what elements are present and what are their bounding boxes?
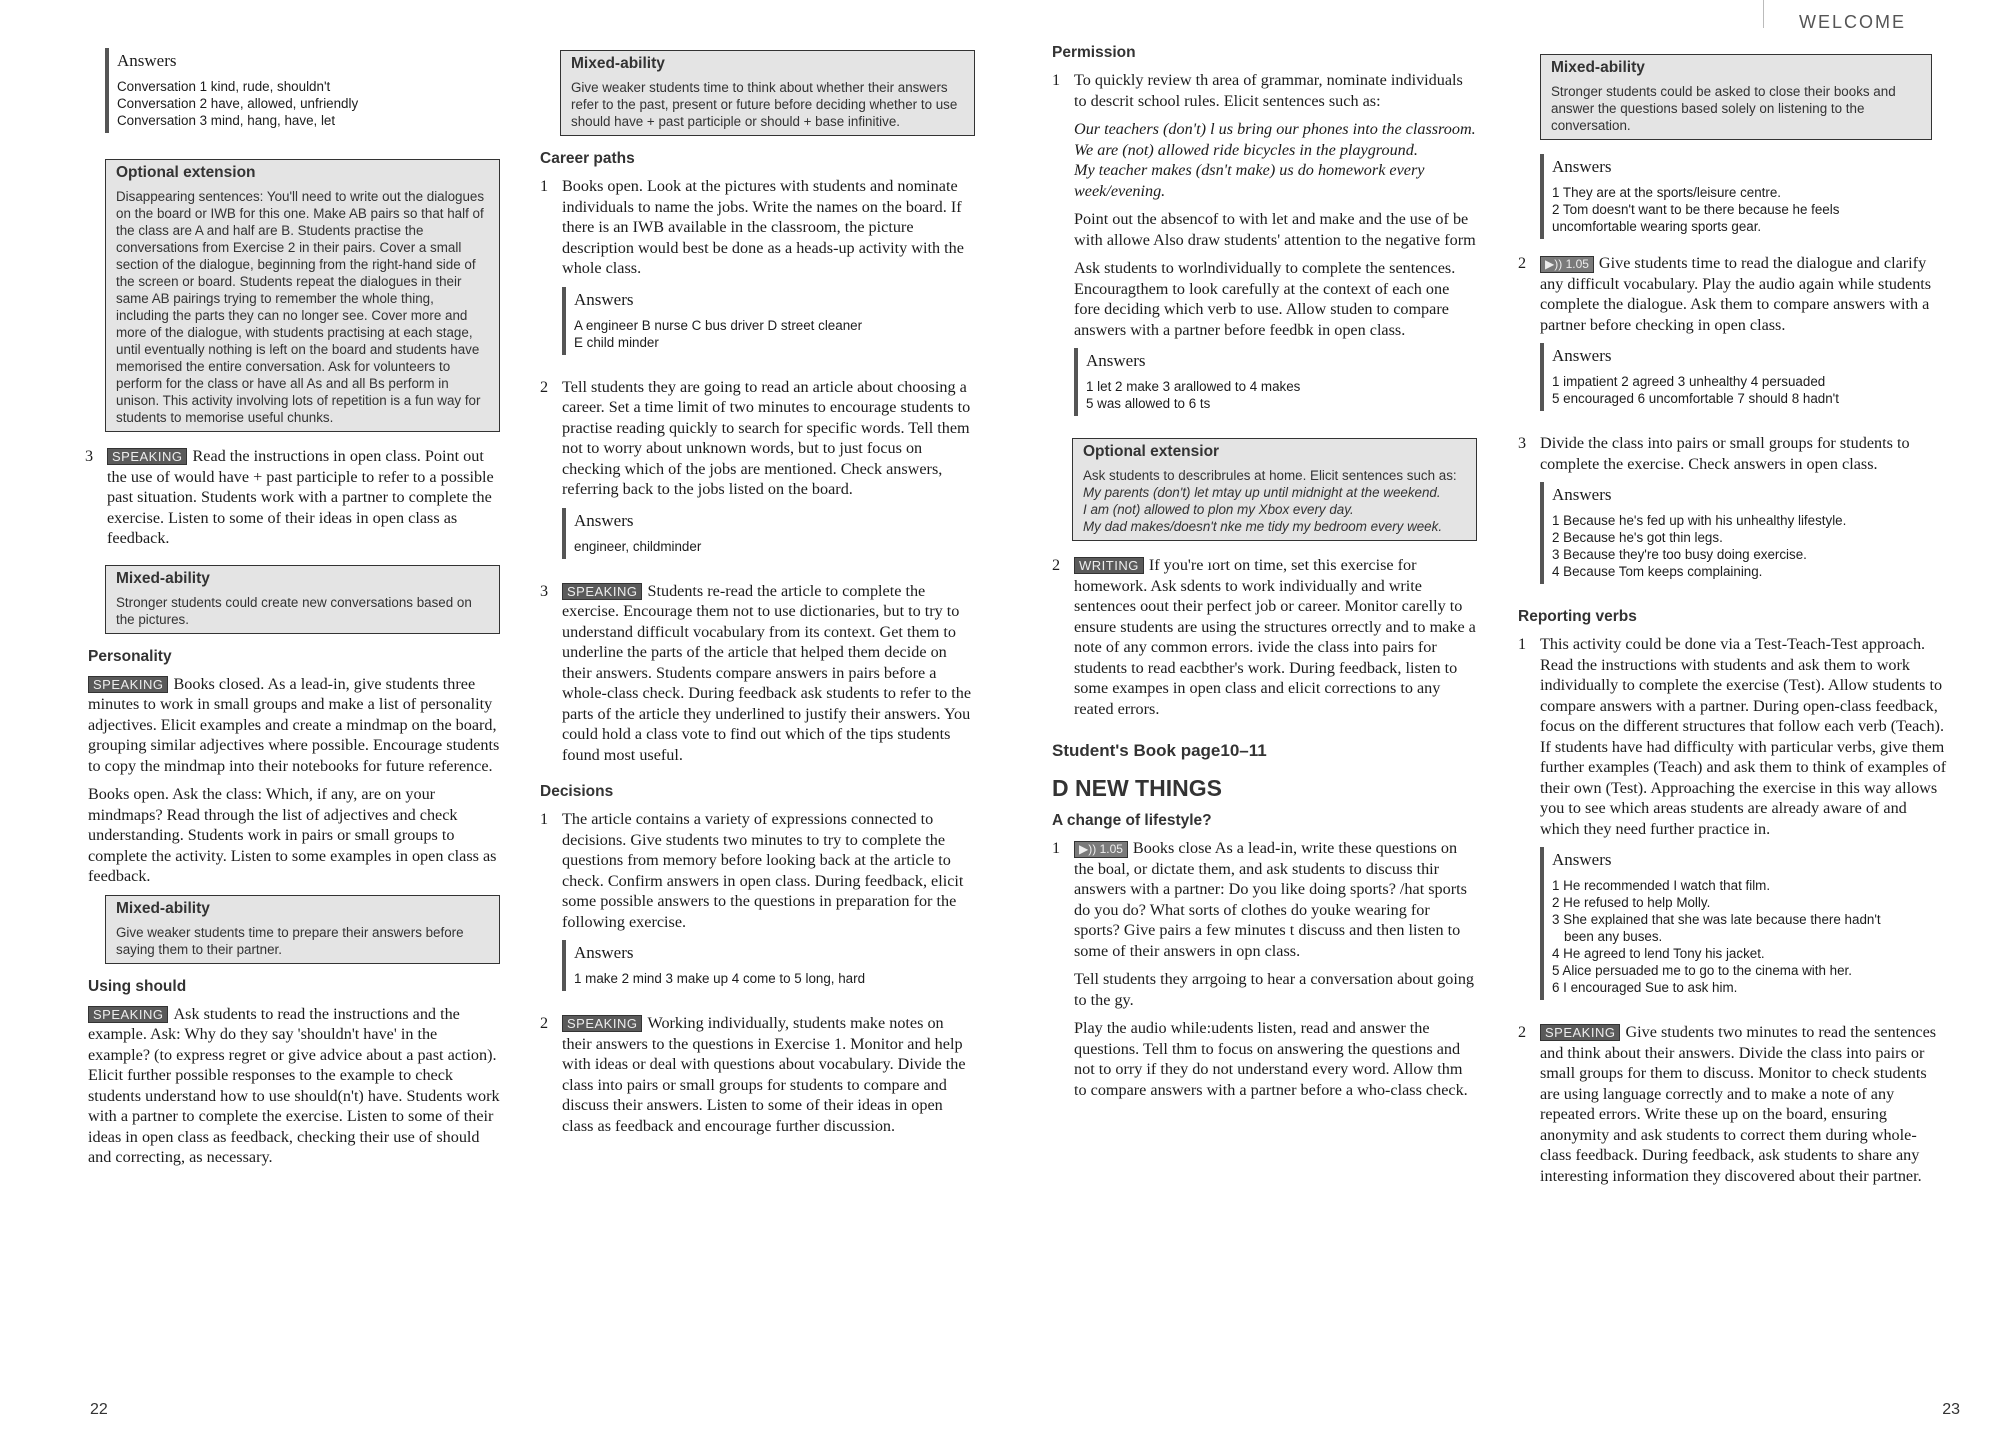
optional-extension-box [1072,438,1477,541]
audio-track-number: 1.05 [1099,842,1123,856]
answers-title: Answers [1552,850,1612,869]
answers-box [1540,847,1948,1000]
answer-line: 3 She explained that she was late because there hadn't [1552,912,1881,927]
audio-track-icon: ▶)) 1.05 [1074,841,1128,858]
exercise-text: Students re-read the article to complete the exercise. Encourage them not to use dictionaries, but to try to understand difficult vocabulary from its context. Get them to underline the parts of the article that helped them decide on their answers. Students compare answers in pairs before a whole-class check. During feedback ask students to refer to the parts of the article they underlined to justify their answers. You could hold a class vote to find out which of the tips students found most useful. [562,581,972,764]
optional-extension-title: Optional extensior [1083,443,1220,460]
exercise-number: 2 [1052,556,1061,574]
mixed-ability-text: Stronger students could create new conversations based on the pictures. [116,594,472,627]
answers-box [562,508,975,559]
exercise-text-3: Ask students to worlndividually to complete the sentences. Encouragthem to look carefully at the context of each one fore deciding which verb to use. Allow studen to compare answers with a partner before feedbk in open class. [1074,259,1456,339]
answer-line: uncomfortable wearing sports gear. [1552,219,1762,234]
example-sentence: My teacher makes (dsn't make) us do homework every week/evening. [1074,161,1425,200]
column-2 [540,40,975,1152]
answer-line: E child minder [574,334,659,350]
answer-line: Conversation 2 have, allowed, unfriendly [117,96,359,111]
column-3 [1052,40,1477,1116]
exercise-text: Books close As a lead-in, write these questions on the boal, or dictate them, and ask students to discuss thir answers with a partner: Do you like doing sports? /hat sports do you do? What sorts of clothes do youke wearing for sports? Give pairs a few minutes t discuss and then listen to some of their answers in opn class. [1074,839,1467,960]
example-sentence: We are (not) allowed ride bicycles in the playground. [1074,140,1418,159]
answers-title: Answers [574,510,634,530]
answer-line: Conversation 1 kind, rude, shouldn't [117,79,331,94]
answers-title: Answers [574,943,634,962]
answer-line: 1 make 2 mind 3 make up 4 come to 5 long, hard [574,971,866,986]
page-number-left: 22 [90,1401,108,1418]
answer-line: been any buses. [1564,929,1663,944]
writing-badge: WRITING [1074,557,1144,574]
example-sentence: My parents (don't) let mtay up until midnight at the weekend. [1083,485,1441,500]
answer-line: 5 encouraged 6 uncomfortable 7 should 8 hadn't [1552,391,1839,406]
audio-track-number: 1.05 [1565,257,1589,271]
answer-line: 5 was allowed to 6 ts [1086,396,1211,411]
permission-exercise-2 [1052,555,1477,727]
answer-line: 4 Because Tom keeps complaining. [1552,564,1763,579]
exercise-text: The article contains a variety of expressions connected to decisions. Give students two minutes to try to complete the questions from memory before looking back at the article to check. Confirm answers in open class. During feedback, elicit some possible answers to the questions in preparation for the following exercise. [562,810,964,931]
exercise-number: 2 [1518,1023,1527,1041]
optional-extension-box [105,159,500,432]
change-heading: A change of lifestyle? [1052,812,1212,829]
answers-box [1540,482,1948,584]
speaking-badge: SPEAKING [1540,1024,1620,1041]
optional-extension-title: Optional extension [116,164,256,181]
permission-exercise-1 [1052,70,1477,430]
mixed-ability-box [560,50,975,136]
exercise-text: This activity could be done via a Test-Teach-Test approach. Read the instructions with students and ask them to work individually to complete the exercise (Test). Allow students to compare answers with a partner. During open-class feedback, focus on the different structures that follow each verb (Teach). If students have had difficulty with particular verbs, give them further examples (Teach) and ask them to think of examples of their own (Test). Approaching the exercise in this way allows you to see which areas students are already aware of and which they need further practice in. [1540,635,1947,838]
answer-line: 1 They are at the sports/leisure centre. [1552,185,1782,200]
mixed-ability-box [105,565,500,634]
answers-box [562,940,975,991]
example-sentence: My dad makes/doesn't nke me tidy my bedroom every week. [1083,519,1443,534]
exercise-number: 3 [540,581,549,600]
answer-line: Conversation 3 mind, hang, have, let [117,113,336,128]
decisions-exercise-1 [540,809,975,1005]
exercise-number: 3 [1518,434,1527,452]
speaking-badge: SPEAKING [88,1006,168,1023]
answer-line: 1 He recommended I watch that film. [1552,878,1771,893]
personality-heading: Personality [88,647,172,665]
exercise-number: 1 [540,177,549,195]
exercise-number: 2 [540,1014,549,1032]
mixed-ability-box [1540,54,1932,140]
exercise-number: 2 [540,377,549,396]
exercise-number: 2 [1518,254,1527,272]
answer-line: engineer, childminder [574,538,702,554]
exercise-text: Read the instructions in open class. Point out the use of would have + past participle to refer to a possible past situation. Students work with a partner to complete the exercise. Listen to some of their ideas in open class as feedback. [107,447,494,547]
reporting-verbs-heading: Reporting verbs [1518,608,1637,625]
answer-line: A engineer B nurse C bus driver D street cleaner [574,317,863,333]
answers-box [105,48,500,133]
answer-line: 1 Because he's fed up with his unhealthy lifestyle. [1552,513,1847,528]
career-exercise-1 [540,176,975,369]
answer-line: 1 let 2 make 3 arallowed to 4 makes [1086,379,1301,394]
career-paths-heading: Career paths [540,150,635,167]
answers-box [1540,343,1948,411]
exercise-number: 1 [1518,635,1527,653]
exercise-3 [1518,433,1948,598]
speaking-badge: SPEAKING [88,676,168,693]
example-sentence: Our teachers (don't) l us bring our phones into the classroom. [1074,120,1476,138]
mixed-ability-text: Give weaker students time to think about whether their answers refer to the past, present or future before deciding whether to use should have + past participle or should + base infinitive. [571,80,958,129]
exercise-2 [1518,253,1948,425]
answers-box [562,287,975,355]
mixed-ability-text: Give weaker students time to prepare their answers before saying them to their partner. [116,924,464,957]
answers-title: Answers [1552,346,1612,365]
optional-extension-text: Disappearing sentences: You'll need to write out the dialogues on the board or IWB for this one. Make AB pairs so that half of the class are A and half are B. Students practise the conversations from Exercise 2 in their pairs. Cover a small section of the dialogue, beginning from the right-hand side of the screen or board. Students repeat the dialogues in their same AB pairings trying to remember the whole thing, including the parts they can no longer see. Cover more and more of the dialogue, with students practising at each stage, until eventually nothing is left on the board and students have memorised the entire conversation. Ask for volunteers to perform for the class or have all As and all Bs perform in unison. This activity involving lots of repetition is a fun way for students to memorise useful chunks. [116,189,485,425]
reporting-exercise-2 [1518,1022,1948,1194]
mixed-ability-title: Mixed-ability [116,569,210,587]
answer-line: 6 I encouraged Sue to ask him. [1552,980,1738,995]
page-number-right: 23 [1942,1401,1960,1418]
exercise-text: Give students two minutes to read the sentences and think about their answers. Divide the class into pairs or small groups for them to discuss. Monitor to check students are using language correctly and to make a note of any repeated errors. Write these up on the board, ensuring anonymity and ask students to correct them during whole-class feedback. During feedback, ask students to share any interesting information they discovered about their partner. [1540,1023,1937,1185]
optional-extension-text: Ask students to describrules at home. Elicit sentences such as: [1083,468,1457,483]
audio-track-icon: ▶)) 1.05 [1540,256,1594,273]
speaking-badge: SPEAKING [107,448,187,465]
answer-line: 3 Because they're too busy doing exercise. [1552,547,1807,562]
permission-heading: Permission [1052,44,1136,61]
exercise-text: Tell students they are going to read an article about choosing a career. Set a time limit of two minutes to encourage students to practise reading quickly to search for specific words. Tell them not to worry about unknown words, but to just focus on checking which of the jobs are mentioned. Check answers, referring back to the jobs listed on the board. [562,377,971,498]
answers-box [1074,348,1477,416]
decisions-heading: Decisions [540,783,614,800]
answers-title: Answers [1086,351,1146,370]
answer-line: 1 impatient 2 agreed 3 unhealthy 4 persuaded [1552,374,1826,389]
using-should-text: Ask students to read the instructions and the example. Ask: Why do they say 'shouldn't have' in the example? (to express regret or give advice about a past action). Elicit further possible responses to the example to check students understand how to use should(n't) have. Students work with a partner to complete the exercise. Listen to some of their ideas in open class as feedback, checking their use of should and correcting, as necessary. [88,1004,500,1166]
exercise-text-2: Point out the absencof to with let and make and the use of be with allowe Also draw students' attention to the negative form [1074,210,1476,249]
section-header: WELCOME [1798,12,1906,32]
career-exercise-2 [540,377,975,573]
personality-text-2: Books open. Ask the class: Which, if any, are on your mindmaps? Read through the list of adjectives and check understanding. Students work in pairs or small groups to complete the activity. Listen to some examples in open class as feedback. [88,785,497,885]
column-4 [1518,40,1948,1202]
career-exercise-3 [540,581,975,774]
answers-title: Answers [117,51,177,70]
answer-line: 5 Alice persuaded me to go to the cinema with her. [1552,963,1852,978]
answer-line: 2 Because he's got thin legs. [1552,530,1723,545]
example-sentence: I am (not) allowed to plon my Xbox every day. [1083,502,1354,517]
mixed-ability-title: Mixed-ability [571,55,665,72]
exercise-text: Give students time to read the dialogue and clarify any difficult vocabulary. Play the audio again while students complete the dialogue. Ask them to compare answers with a partner before checking in open class. [1540,254,1932,334]
column-1 [85,40,500,1176]
header-rule [1763,0,1764,28]
speaking-badge: SPEAKING [562,1015,642,1032]
exercise-text: If you're ıort on time, set this exercise for homework. Ask sdents to work individually and write sentences oout their perfect job or career. Monitor carelly to ensure students are using the structures orrectly and to make a note of any common errors. ivide the class into pairs for students to read eacbther's work. During feedback, listen to some exampes in open class and elicit corrections to any reated errors. [1074,556,1476,718]
mixed-ability-text: Stronger students could be asked to close their books and answer the questions based solely on listening to the conversation. [1551,84,1896,133]
exercise-text-3: Play the audio while:udents listen, read and answer the questions. Tell thm to focus on answering the questions and not to orry if they do not understand every word. Allow thm to compare answers with a partner before a who-class check. [1074,1019,1468,1099]
change-exercise-1 [1052,838,1477,1108]
mixed-ability-box-2 [105,895,500,964]
mixed-ability-title: Mixed-ability [1551,59,1645,76]
personality-text: Books closed. As a lead-in, give students three minutes to work in small groups and make a list of personality adjectives. Elicit examples and create a mindmap on the board, grouping similar adjectives where possible. Encourage students to copy the mindmap into their notebooks for future reference. [88,674,500,775]
using-should-heading: Using should [88,977,187,995]
answers-box [1540,154,1948,239]
exercise-text: Divide the class into pairs or small groups for students to complete the exercise. Check answers in open class. [1540,434,1910,473]
decisions-exercise-2 [540,1013,975,1144]
exercise-number: 3 [85,447,94,465]
exercise-text: Books open. Look at the pictures with students and nominate individuals to name the jobs. Write the names on the board. If there is an IWB available in the classroom, the picture description would best be done as a heads-up activity with the whole class. [562,177,964,277]
exercise-3 [85,446,500,557]
answer-line: 2 He refused to help Molly. [1552,895,1711,910]
exercise-text: Working individually, students make notes on their answers to the questions in Exercise 1. Monitor and help with ideas or deal with questions about vocabulary. Divide the class into pairs or small groups for students to compare and discuss their answers. Listen to some of their ideas in open class as feedback and encourage further discussion. [562,1014,966,1135]
answer-line: 2 Tom doesn't want to be there because he feels [1552,202,1840,217]
section-title: D NEW THINGS [1052,775,1222,801]
exercise-text-2: Tell students they arrgoing to hear a conversation about going to the gy. [1074,970,1475,1009]
answers-title: Answers [1552,157,1612,176]
book-pages: Student's Book page10–11 [1052,741,1267,760]
reporting-exercise-1 [1518,634,1948,1014]
answer-line: 4 He agreed to lend Tony his jacket. [1552,946,1765,961]
answers-title: Answers [574,289,634,309]
exercise-number: 1 [1052,71,1061,89]
exercise-number: 1 [540,810,549,828]
exercise-number: 1 [1052,839,1061,857]
answers-title: Answers [1552,485,1612,504]
speaking-badge: SPEAKING [562,583,642,600]
exercise-text: To quickly review th area of grammar, nominate individuals to descrit school rules. Elicit sentences such as: [1074,71,1463,110]
mixed-ability-title: Mixed-ability [116,899,210,917]
